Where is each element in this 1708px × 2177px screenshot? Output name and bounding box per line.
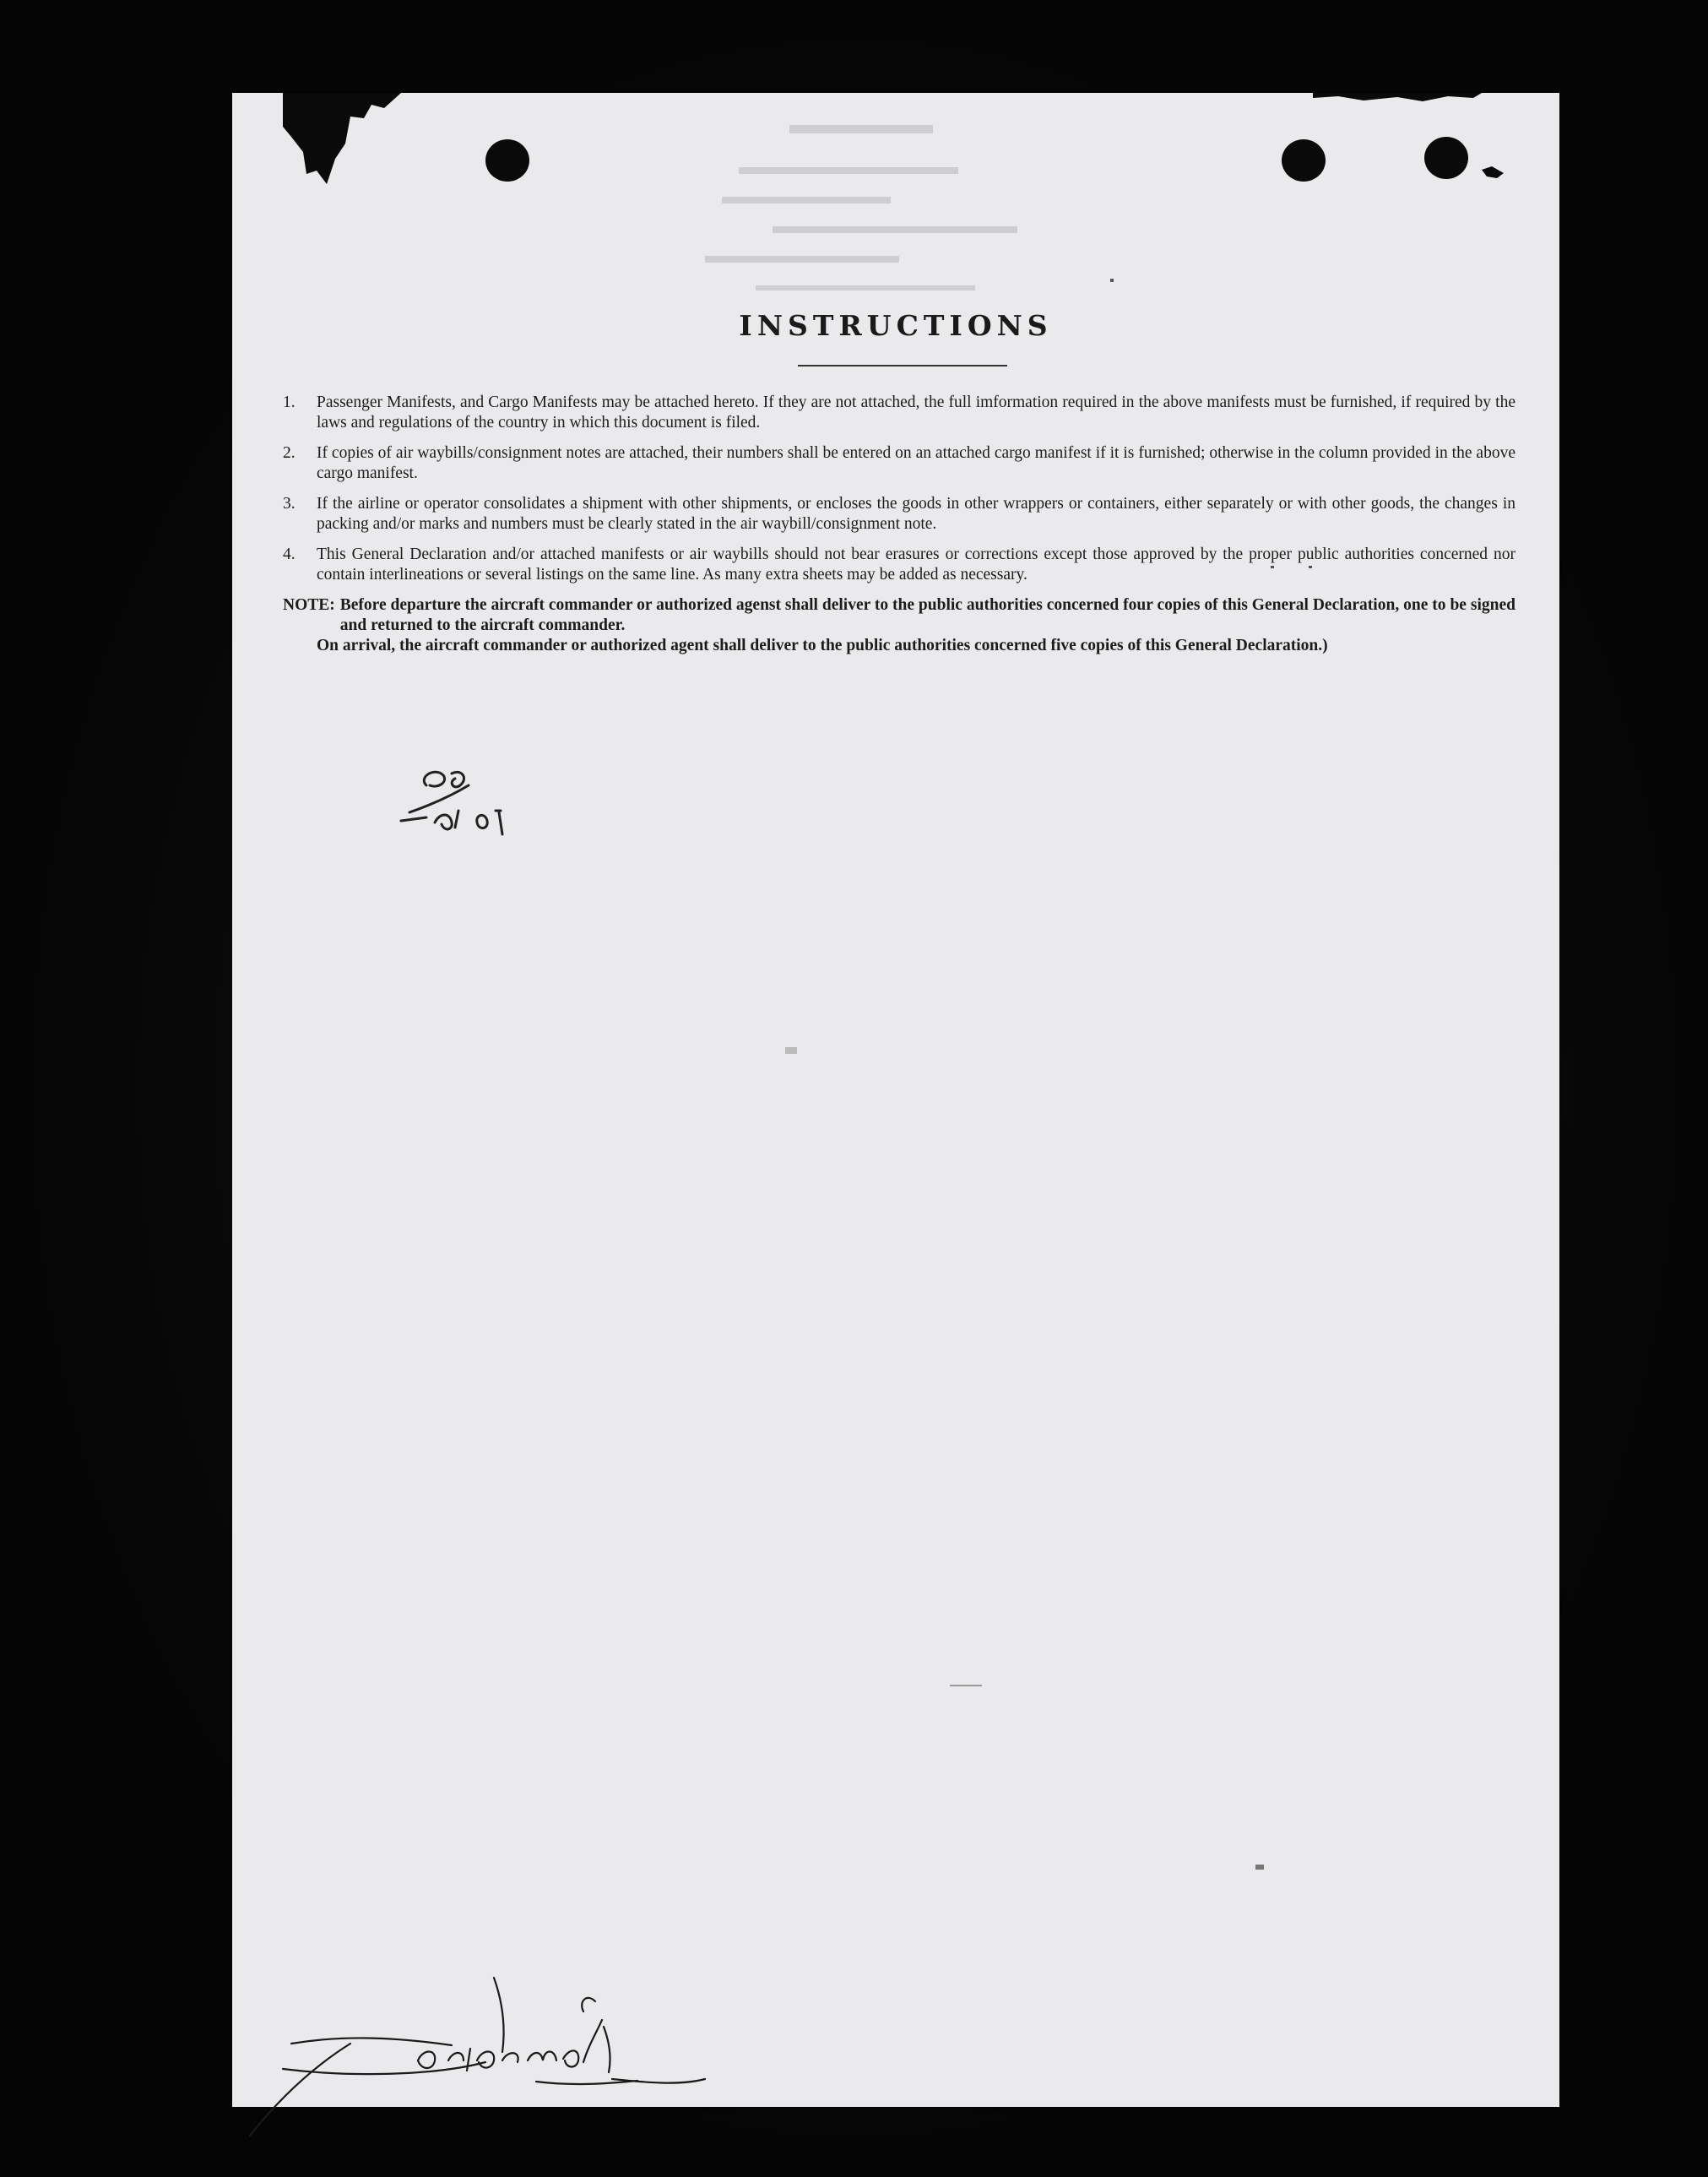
instruction-item [283,545,1516,585]
speck [1255,1865,1264,1870]
punch-hole-right-outer [1424,137,1468,179]
punch-hole-left [485,139,529,182]
title-underline [798,365,1007,366]
note-text: Before departure the aircraft commander or authorized agenst shall deliver to the public authorities concerned four copies of this General Declaration, one to be signed and returned to the aircraft commander. [339,596,1516,634]
torn-speck-right [1482,165,1507,182]
speck [950,1685,982,1686]
speck [785,1047,797,1054]
handwritten-mark-icon [367,760,536,853]
speck [1110,279,1114,282]
instruction-number: 1. [283,394,296,411]
instruction-item [283,393,1516,433]
note-label: NOTE: [283,596,335,614]
instruction-item [283,443,1516,484]
signature-icon [249,1968,789,2136]
note-block [283,595,1516,636]
speck [1271,566,1274,568]
note-arrival-text: On arrival, the aircraft commander or authorized agent shall deliver to the public authorities concerned five copies of this General Declaration.) [317,637,1328,654]
instruction-number: 3. [283,495,296,513]
torn-corner-top-left [283,93,401,186]
instruction-text: This General Declaration and/or attached manifests or air waybills should not bear erasures or corrections except those approved by the proper public authorities concerned nor contain interlineations or several listings on the same line. As many extra sheets may be added as necessary. [317,546,1516,584]
document-page [232,93,1559,2107]
instruction-text: Passenger Manifests, and Cargo Manifests may be attached hereto. If they are not attached, the full imformation required in the above manifests must be furnished, if required by the laws and regulations of the country in which this document is filed. [317,394,1516,432]
instruction-text: If copies of air waybills/consignment notes are attached, their numbers shall be entered on an attached cargo manifest if it is furnished; otherwise in the column provided in the above cargo manifest. [317,444,1516,482]
instruction-number: 2. [283,444,296,462]
speck [1309,566,1312,568]
instructions-list [283,393,1516,656]
punch-hole-right-inner [1282,139,1326,182]
instruction-number: 4. [283,546,296,563]
torn-edge-top-right [1313,93,1482,110]
page-title: INSTRUCTIONS [739,309,1053,342]
instruction-item [283,494,1516,535]
instruction-text: If the airline or operator consolidates a shipment with other shipments, or encloses the goods in other wrappers or containers, either separately or with other goods, the changes in packing and/or marks and numbers must be clearly stated in the air waybill/consignment note. [317,495,1516,533]
